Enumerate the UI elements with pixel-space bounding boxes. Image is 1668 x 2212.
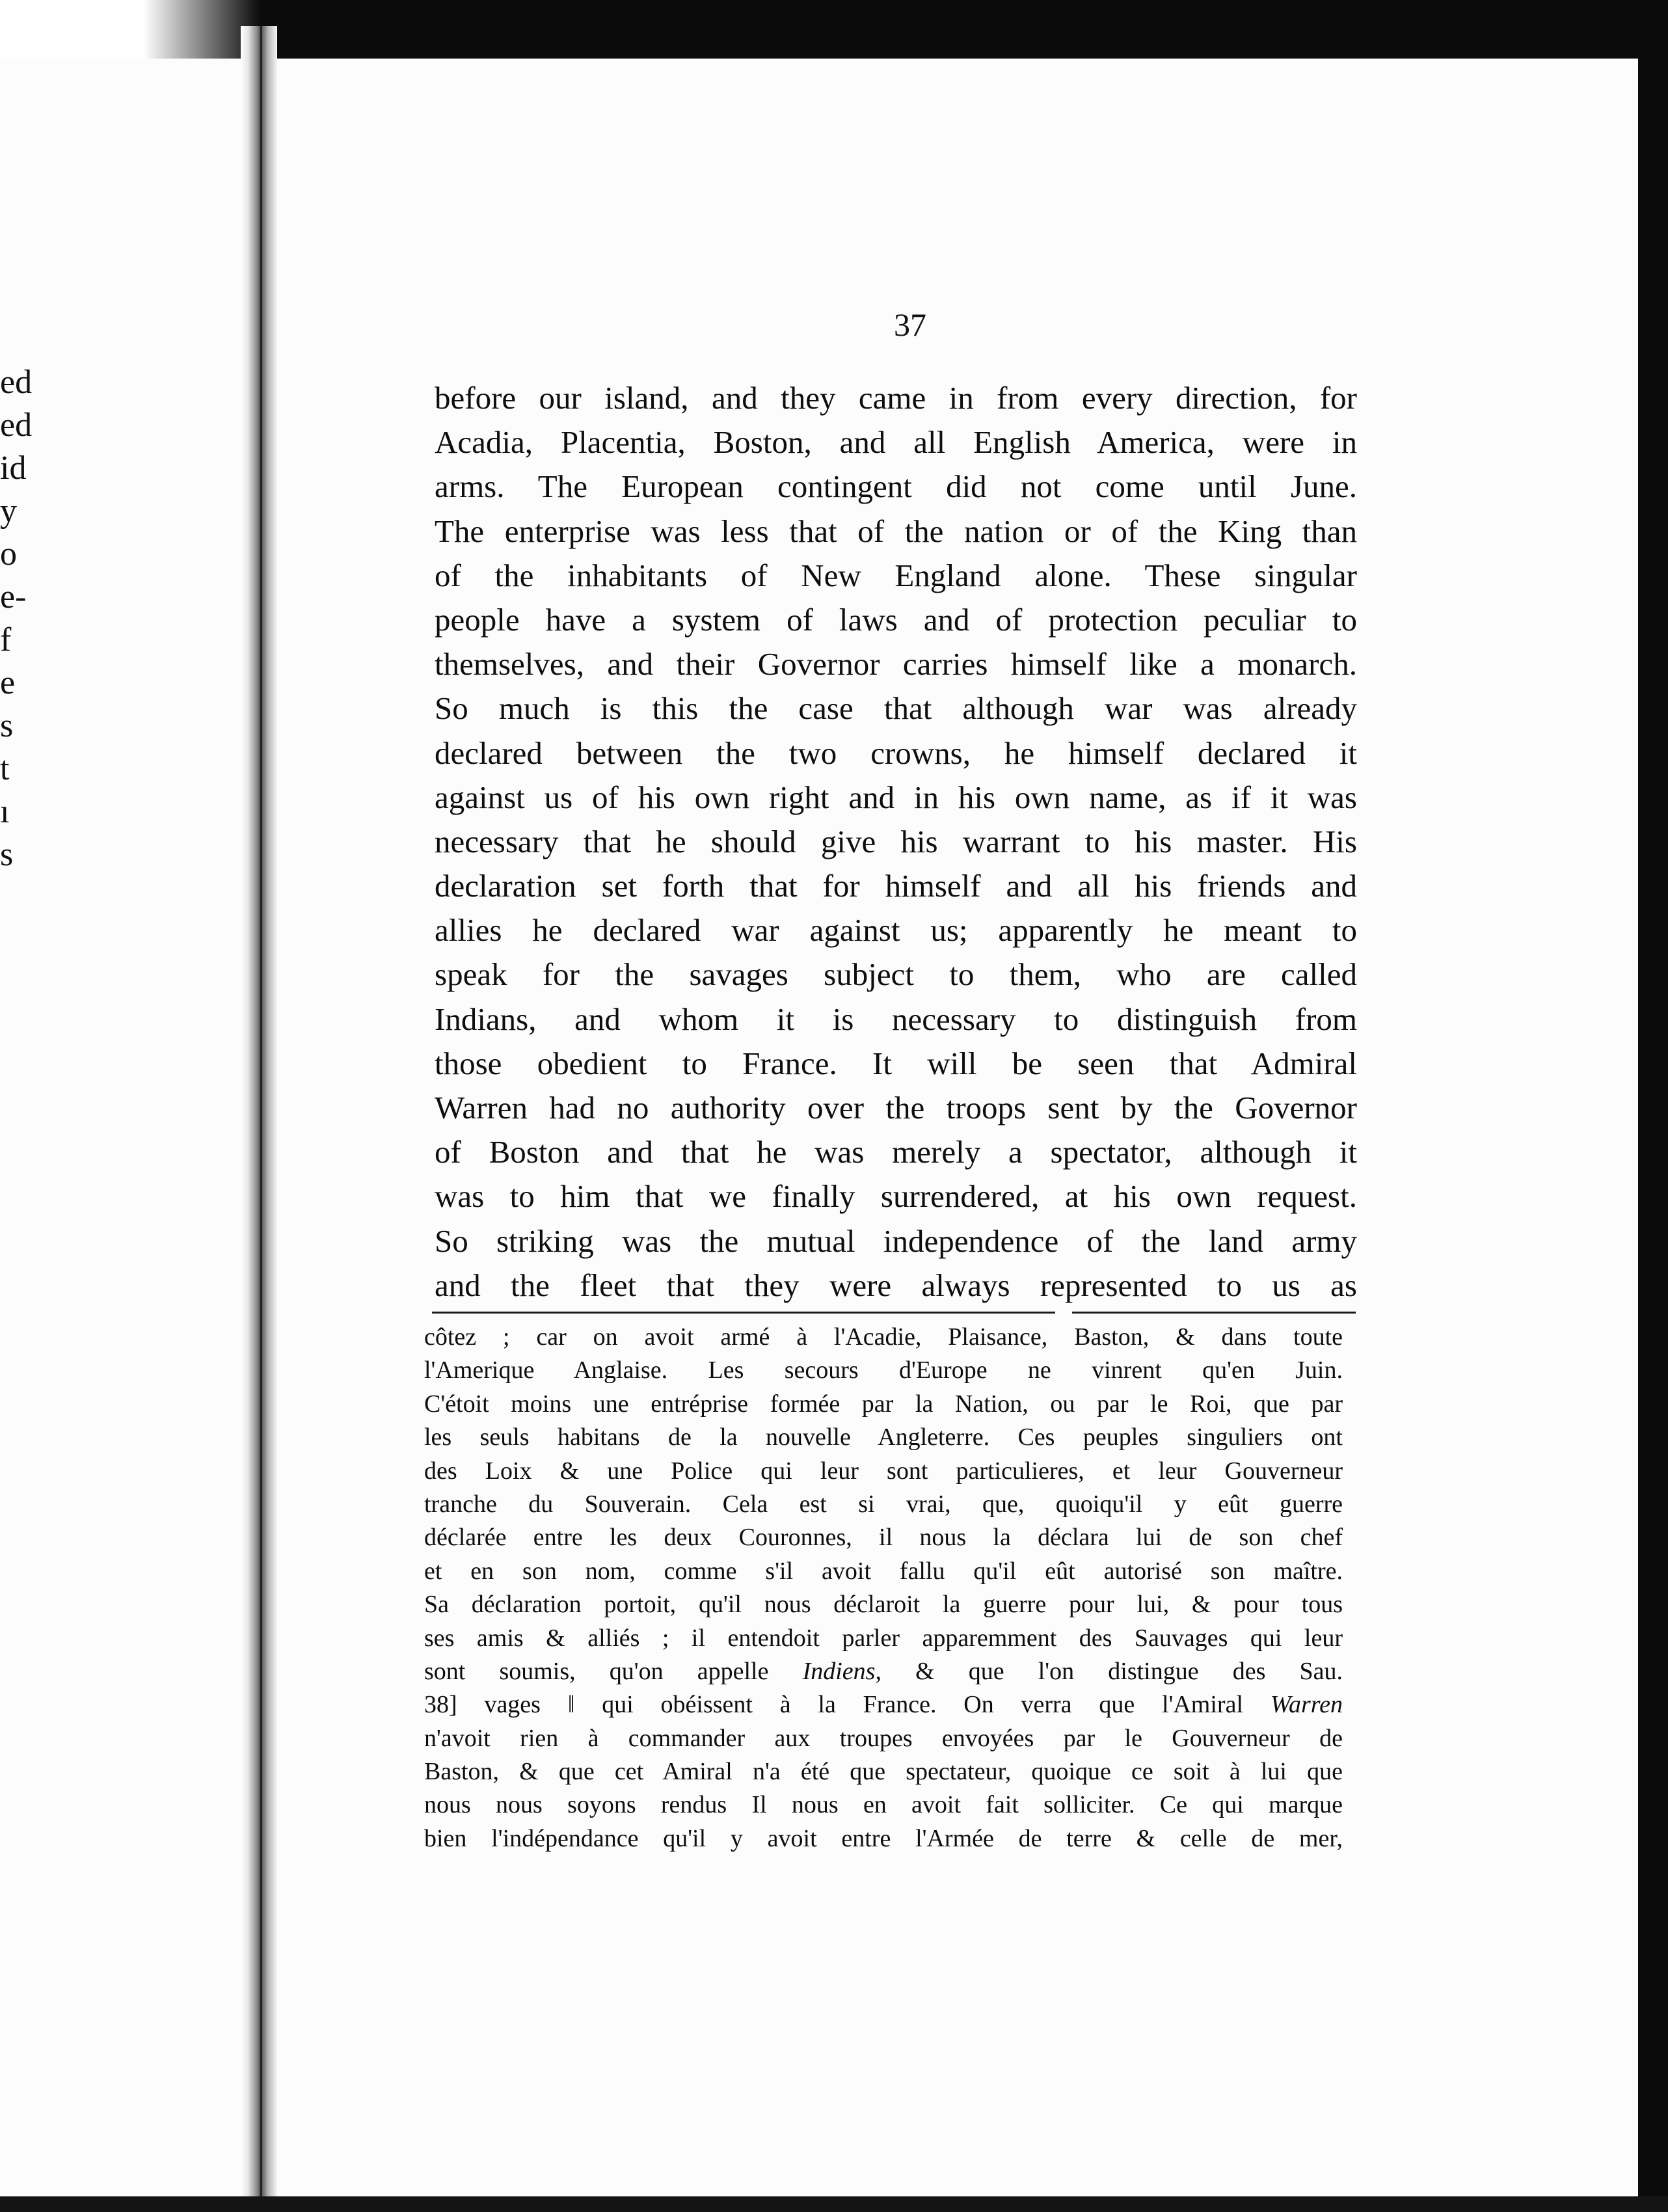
body-line: necessary that he should give his warrant to his master. His [435,823,1357,859]
footnote-line: et en son nom, comme s'il avoit fallu qu'il eût autorisé son maître. [424,1557,1343,1585]
footnote-line: Baston, & que cet Amiral n'a été que spectateur, quoique ce soit à lui que [424,1758,1343,1786]
footnote-line: tranche du Souverain. Cela est si vrai, que, quoiqu'il y eût guerre [424,1490,1343,1518]
facing-fragment: y [0,492,17,530]
body-line: So much is this the case that although war was already [435,690,1357,727]
footnote-line: côtez ; car on avoit armé à l'Acadie, Plaisance, Baston, & dans toute [424,1323,1343,1351]
book-gutter [241,26,277,2212]
gutter-line [260,26,262,2212]
footnote-line: nous nous soyons rendus Il nous en avoit fait solliciter. Ce qui marque [424,1791,1343,1819]
footnote-italic-warren: Warren [1270,1691,1343,1719]
page-number: 37 [894,306,926,343]
footnote-line: Sa déclaration portoit, qu'il nous déclaroit la guerre pour lui, & pour tous [424,1591,1343,1619]
facing-fragment: e [0,664,16,701]
footnote-line: bien l'indépendance qu'il y avoit entre l'Armée de terre & celle de mer, [424,1824,1343,1852]
body-line: of the inhabitants of New England alone. These singular [435,557,1357,593]
body-line: and the fleet that they were always represented to us as [435,1267,1357,1303]
footnote-line-indiens [424,1655,1343,1688]
body-line: The enterprise was less that of the nation or of the King than [435,513,1357,549]
body-line: was to him that we finally surrendered, at his own request. [435,1178,1357,1215]
scan-bottom-border [0,2196,1668,2212]
body-line: allies he declared war against us; apparently he meant to [435,912,1357,949]
facing-page-fragments [0,361,52,876]
footnote-text: vages ‖ qui obéissent à la France. On verra que l'Amiral [457,1691,1271,1719]
body-line: people have a system of laws and of protection peculiar to [435,601,1357,638]
footnote-line: l'Amerique Anglaise. Les secours d'Europe ne vinrent qu'en Juin. [424,1356,1343,1384]
facing-fragment: f [0,621,12,658]
footnote-line: ses amis & alliés ; il entendoit parler apparemment des Sauvages qui leur [424,1624,1343,1652]
body-line: Warren had no authority over the troops sent by the Governor [435,1090,1357,1126]
body-line: Indians, and whom it is necessary to distinguish from [435,1001,1357,1037]
facing-fragment: t [0,750,10,787]
footnote-italic-indiens: Indiens, [802,1657,881,1685]
body-line: declaration set forth that for himself and all his friends and [435,868,1357,904]
body-line: those obedient to France. It will be seen that Admiral [435,1045,1357,1081]
footnote-line: déclarée entre les deux Couronnes, il nous la déclara lui de son chef [424,1524,1343,1552]
footnote-text: sont soumis, qu'on appelle [424,1657,803,1685]
body-line: speak for the savages subject to them, who are called [435,956,1357,993]
body-line: before our island, and they came in from every direction, for [435,380,1357,416]
original-page-ref: 38] [424,1691,457,1719]
facing-fragment: ed [0,364,33,401]
scan-top-border-fade [0,0,260,59]
facing-fragment: e- [0,578,27,615]
body-line: So striking was the mutual independence of the land army [435,1222,1357,1259]
footnote-line: n'avoit rien à commander aux troupes envoyées par le Gouverneur de [424,1724,1343,1752]
footnote-line: C'étoit moins une entréprise formée par la Nation, ou par le Roi, que par [424,1390,1343,1418]
facing-fragment: ed [0,407,33,444]
body-line: against us of his own right and in his own name, as if it was [435,779,1357,815]
footnote-french [424,1321,1343,1855]
scan-right-border [1638,0,1668,2212]
footnote-rule-gap [1055,1309,1072,1315]
facing-fragment: o [0,535,17,573]
facing-fragment: s [0,707,14,744]
facing-fragment: id [0,450,27,487]
footnote-text: & que l'on distingue des Sau. [881,1657,1343,1685]
facing-fragment: s [0,836,14,873]
footnote-line: des Loix & une Police qui leur sont particulieres, et leur Gouverneur [424,1457,1343,1485]
body-line: of Boston and that he was merely a spectator, although it [435,1134,1357,1170]
body-line: arms. The European contingent did not come until June. [435,468,1357,505]
body-line: Acadia, Placentia, Boston, and all English America, were in [435,424,1357,461]
body-text [435,376,1357,1308]
footnote-line-warren [424,1688,1343,1721]
body-line: declared between the two crowns, he himself declared it [435,735,1357,771]
body-line: themselves, and their Governor carries himself like a monarch. [435,646,1357,682]
facing-fragment: ı [0,793,10,830]
footnote-rule [432,1312,1356,1314]
footnote-line: les seuls habitans de la nouvelle Angleterre. Ces peuples singuliers ont [424,1423,1343,1451]
